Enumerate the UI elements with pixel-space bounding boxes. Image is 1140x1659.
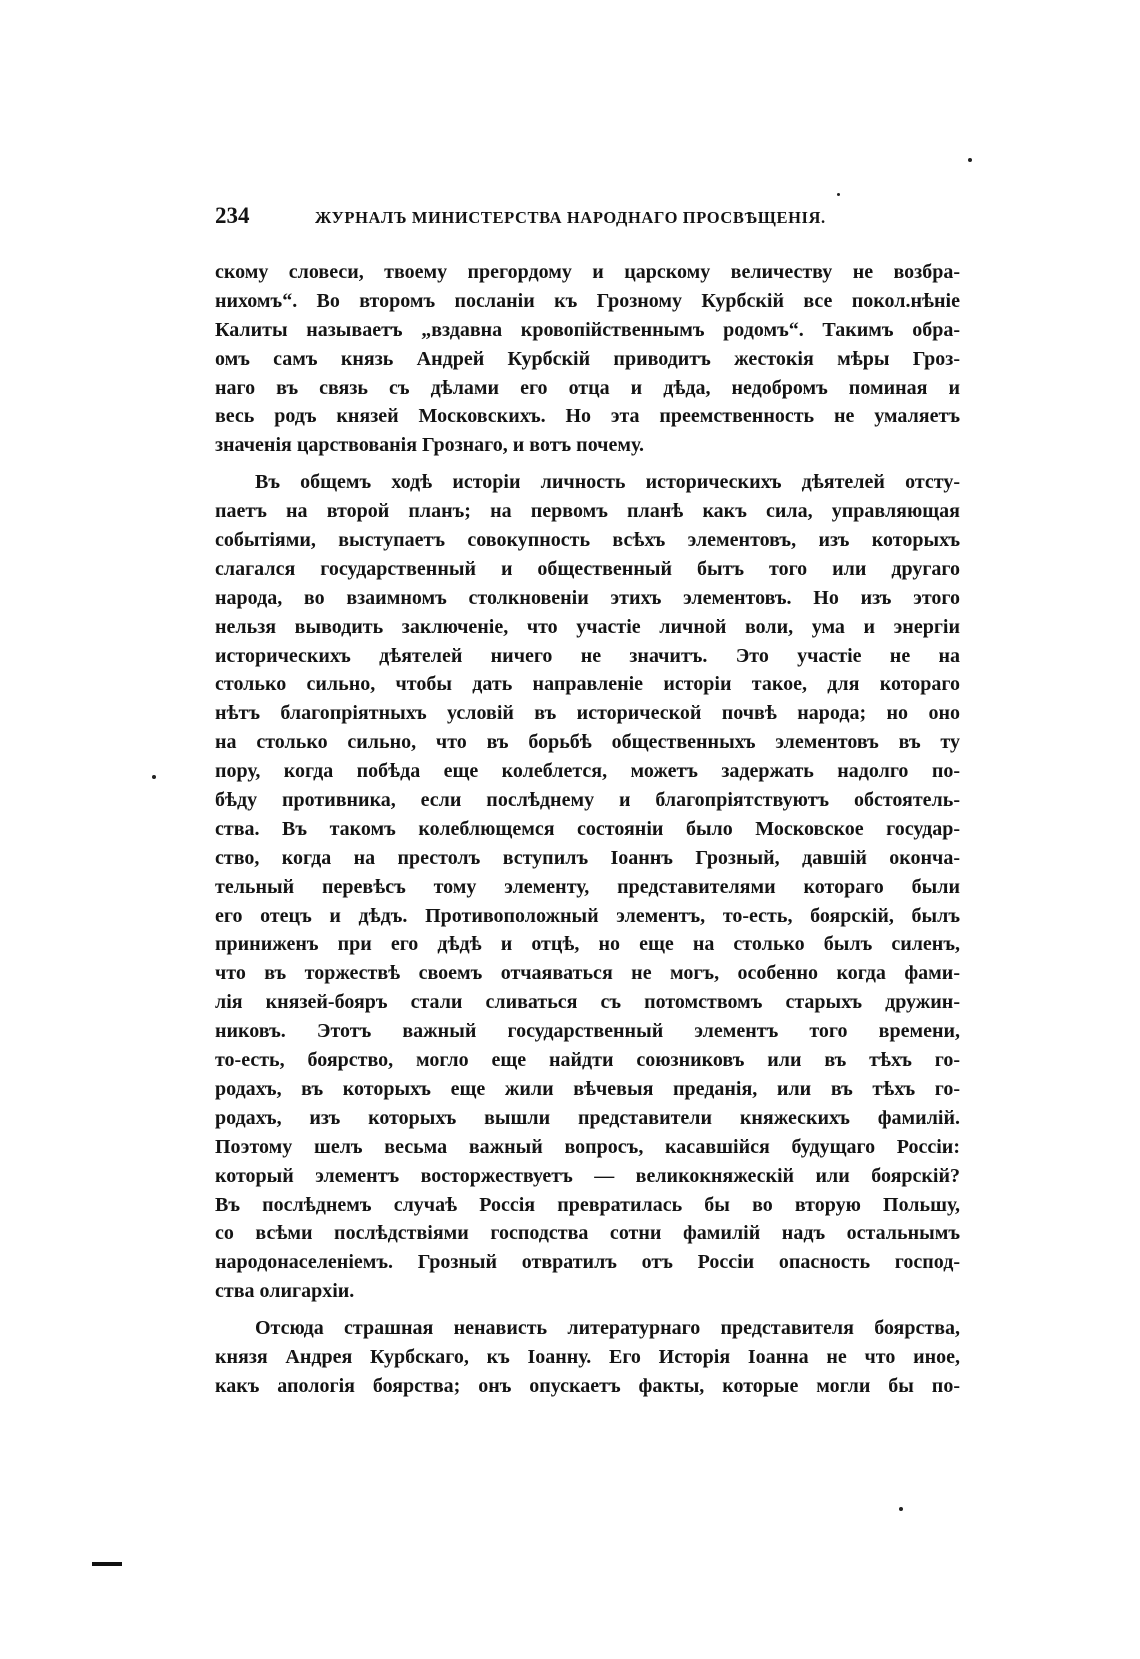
text-line: который элементъ восторжествуетъ — великокняжескій или боярскій?	[215, 1164, 960, 1187]
text-line: его отецъ и дѣдъ. Противоположный элементъ, то-есть, боярскій, былъ	[215, 904, 960, 927]
text-line: ства олигархіи.	[215, 1280, 355, 1303]
text-line: со всѣми послѣдствіями господства сотни фамилій надъ остальнымъ	[215, 1222, 960, 1245]
text-line: родахъ, изъ которыхъ вышли представители княжескихъ фамилій.	[215, 1106, 960, 1129]
scan-mark	[92, 1562, 122, 1566]
text-line: бѣду противника, если послѣднему и благопріятствуютъ обстоятель-	[215, 789, 960, 812]
text-line: значенія царствованія Грознаго, и вотъ почему.	[215, 434, 644, 457]
paragraph	[215, 258, 960, 460]
text-line: скому словеси, твоему прегордому и царскому величеству не возбра-	[215, 261, 960, 283]
text-line: слагался государственный и общественный бытъ того или другаго	[215, 557, 960, 580]
text-line: какъ апологія боярства; онъ опускаетъ факты, которые могли бы по-	[215, 1374, 960, 1397]
paragraph	[215, 1314, 960, 1401]
text-line: нѣтъ благопріятныхъ условій въ исторической почвѣ народа; но оно	[215, 702, 960, 725]
text-line: весь родъ князей Московскихъ. Но эта преемственность не умаляетъ	[215, 405, 960, 428]
text-line: наго въ связь съ дѣлами его отца и дѣда, недобромъ поминая и	[215, 376, 960, 399]
page-number: 234	[215, 203, 250, 228]
scan-speck	[899, 1507, 903, 1511]
paragraph	[215, 468, 960, 1306]
text-line: родахъ, въ которыхъ еще жили вѣчевыя преданія, или въ тѣхъ го-	[215, 1077, 960, 1100]
text-line: на столько сильно, что въ борьбѣ общественныхъ элементовъ въ ту	[215, 731, 960, 754]
text-line: приниженъ при его дѣдѣ и отцѣ, но еще на столько былъ силенъ,	[215, 933, 960, 956]
text-line: Калиты называетъ „вздавна кровопійственнымъ родомъ“. Такимъ обра-	[215, 318, 960, 341]
text-line: ство, когда на престолъ вступилъ Іоаннъ Грозный, давшій оконча-	[215, 846, 960, 869]
text-line: то-есть, боярство, могло еще найдти союзниковъ или въ тѣхъ го-	[215, 1049, 960, 1072]
text-line: народа, во взаимномъ столкновеніи этихъ элементовъ. Но изъ этого	[215, 586, 960, 609]
scan-speck	[837, 193, 840, 196]
text-line: столько сильно, чтобы дать направленіе исторіи такое, для котораго	[215, 673, 960, 696]
text-line: событіями, выступаетъ совокупность всѣхъ элементовъ, изъ которыхъ	[215, 529, 960, 552]
text-line: омъ самъ князь Андрей Курбскій приводитъ жестокія мѣры Гроз-	[215, 347, 960, 370]
text-line: тельный перевѣсъ тому элементу, представителями котораго были	[215, 875, 960, 898]
text-line: паетъ на второй планъ; на первомъ планѣ какъ сила, управляющая	[215, 500, 960, 523]
text-line: что въ торжествѣ своемъ отчаяваться не могъ, особенно когда фами-	[215, 962, 960, 985]
text-line: историческихъ дѣятелей ничего не значитъ. Это участіе не на	[215, 644, 960, 667]
text-line: лія князей-бояръ стали сливаться съ потомствомъ старыхъ дружин-	[215, 991, 960, 1014]
text-line: князя Андрея Курбскаго, къ Іоанну. Его Исторія Іоанна не что иное,	[215, 1345, 960, 1368]
text-line: Отсюда страшная ненависть литературнаго представителя боярства,	[255, 1317, 960, 1340]
text-line: народонаселеніемъ. Грозный отвратилъ отъ Россіи опасность господ-	[215, 1251, 960, 1274]
text-line: пору, когда побѣда еще колеблется, можетъ задержать надолго по-	[215, 760, 960, 783]
text-line: Въ общемъ ходѣ исторіи личность историческихъ дѣятелей отсту-	[255, 471, 960, 494]
running-title: ЖУРНАЛЪ МИНИСТЕРСТВА НАРОДНАГО ПРОСВѢЩЕНІЯ.	[315, 208, 826, 227]
scan-speck	[152, 775, 156, 779]
text-line: никовъ. Этотъ важный государственный элементъ того времени,	[215, 1020, 960, 1043]
text-line: нельзя выводить заключеніе, что участіе личной воли, ума и энергіи	[215, 615, 960, 638]
text-line: ства. Въ такомъ колеблющемся состояніи было Московское государ-	[215, 817, 960, 840]
text-line: нихомъ“. Во второмъ посланіи къ Грозному Курбскій все покол.нѣніе	[215, 289, 960, 312]
scan-speck	[968, 158, 972, 162]
text-line: Поэтому шелъ весьма важный вопросъ, касавшійся будущаго Россіи:	[215, 1135, 960, 1158]
running-header	[215, 203, 960, 235]
text-line: Въ послѣднемъ случаѣ Россія превратилась бы во вторую Польшу,	[215, 1193, 960, 1216]
body-text	[215, 258, 960, 1401]
